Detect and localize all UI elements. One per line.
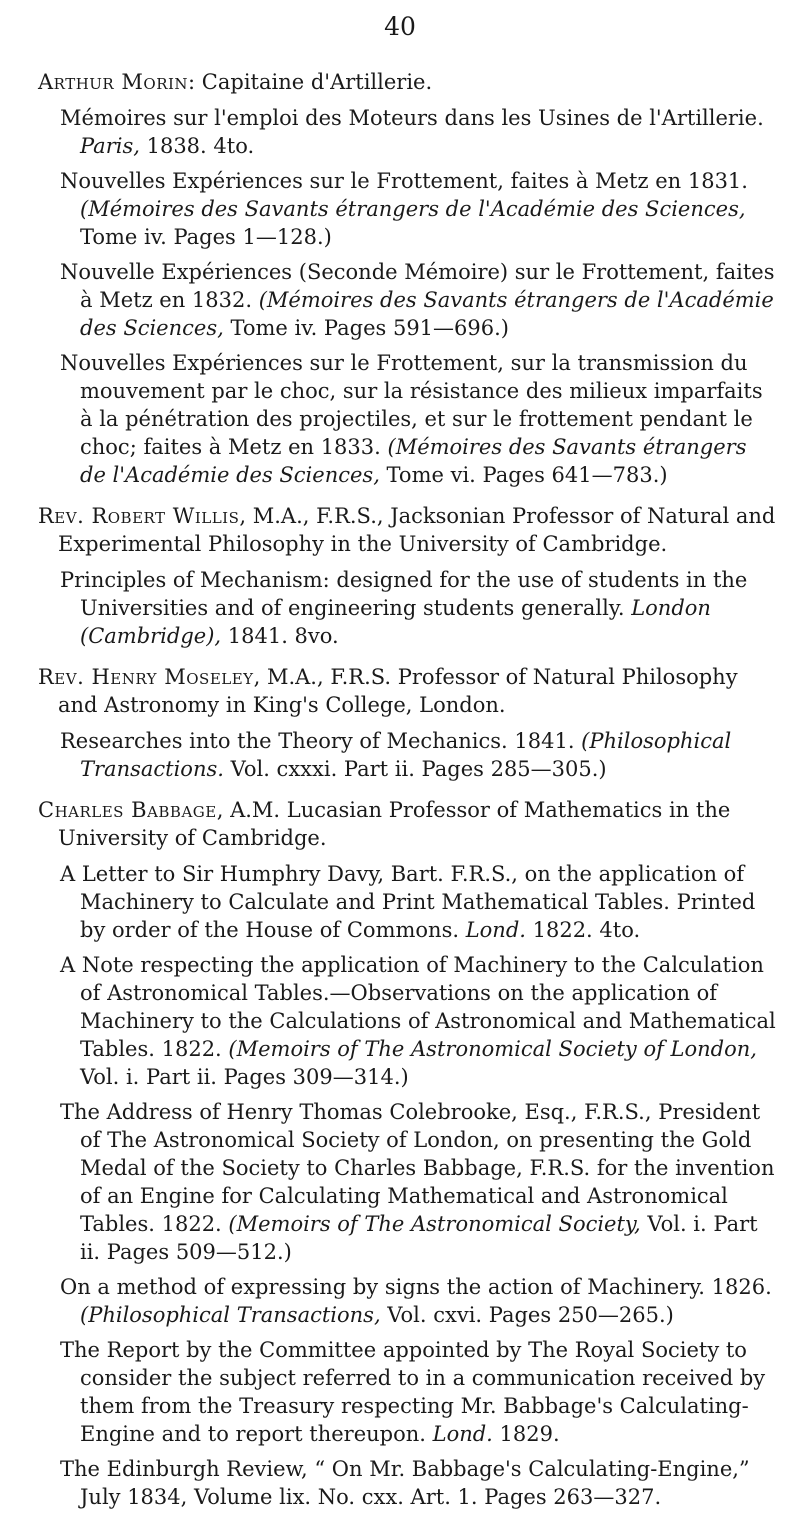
work-citation: Paris, [80, 134, 140, 158]
author-description: , M.A., F.R.S. Professor of Natural Philosophy and Astronomy in King's College, London. [58, 665, 738, 717]
work-text: The Edinburgh Review, “ On Mr. Babbage's Calculating-Engine,” July 1834, Volume lix. No. cxx. Art. 1. Pages 263—327. [60, 1457, 750, 1509]
work-text: A Letter to Sir Humphry Davy, Bart. F.R.S., on the application of Machinery to Calculate and Print Mathematical Tables. Printed by order of the House of Commons. [60, 862, 756, 942]
author-entry [38, 68, 776, 489]
author-entry [38, 502, 776, 650]
author-description: , M.A., F.R.S., Jacksonian Professor of Natural and Experimental Philosophy in the University of Cambridge. [58, 504, 776, 556]
work-citation: London (Cambridge), [80, 596, 711, 648]
work-entry [38, 951, 776, 1091]
author-heading [38, 663, 776, 719]
author-description: , A.M. Lucasian Professor of Mathematics in the University of Cambridge. [58, 798, 731, 850]
author-entry [38, 796, 776, 1511]
work-text: A Note respecting the application of Machinery to the Calculation of Astronomical Tables.—Observations on the application of Machinery to the Calculations of Astronomical and Mathematical Tables. 1822. [60, 953, 776, 1061]
work-entry [38, 349, 776, 489]
author-name: Arthur Morin [38, 70, 189, 94]
author-heading [38, 796, 776, 852]
work-details: Tome iv. Pages 1—128.) [80, 225, 332, 249]
work-text: Principles of Mechanism: designed for the use of students in the Universities and of engineering students generally. [60, 568, 748, 620]
work-entry [38, 1273, 776, 1329]
work-entry [38, 1098, 776, 1266]
author-description: : Capitaine d'Artillerie. [188, 70, 433, 94]
author-heading [38, 502, 776, 558]
work-entry [38, 167, 776, 251]
work-text: On a method of expressing by signs the action of Machinery. 1826. [60, 1275, 772, 1299]
work-text: Mémoires sur l'emploi des Moteurs dans les Usines de l'Artillerie. [60, 106, 764, 130]
work-text: The Report by the Committee appointed by The Royal Society to consider the subject referred to in a communication received by them from the Treasury respecting Mr. Babbage's Calculating-Engine and to report thereupon. [60, 1338, 766, 1446]
author-entry [38, 663, 776, 783]
work-text: Researches into the Theory of Mechanics. 1841. [60, 729, 582, 753]
work-citation: (Mémoires des Savants étrangers de l'Académie des Sciences, [80, 197, 746, 221]
work-details: Vol. i. Part ii. Pages 309—314.) [80, 1065, 409, 1089]
work-details: 1829. [492, 1422, 560, 1446]
work-citation: (Mémoires des Savants étrangers de l'Académie des Sciences, [80, 288, 774, 340]
work-citation: (Philosophical Transactions. [80, 729, 732, 781]
bibliography-content [38, 68, 776, 1524]
work-details: 1838. 4to. [139, 134, 255, 158]
work-entry [38, 727, 776, 783]
work-details: 1841. 8vo. [221, 624, 339, 648]
work-text: Nouvelles Expériences sur le Frottement, sur la transmission du mouvement par le choc, sur la résistance des milieux imparfaits à la pénétration des projectiles, et sur le frottement pendant le choc; faites à Metz en 1833. [60, 351, 763, 459]
page-number: 40 [384, 12, 416, 41]
work-citation: (Mémoires des Savants étrangers de l'Académie des Sciences, [80, 435, 747, 487]
work-details: Vol. cxxxi. Part ii. Pages 285—305.) [223, 757, 607, 781]
work-details: Tome vi. Pages 641—783.) [379, 463, 668, 487]
work-details: Vol. cxvi. Pages 250—265.) [380, 1303, 674, 1327]
work-text: The Address of Henry Thomas Colebrooke, Esq., F.R.S., President of The Astronomical Society of London, on presenting the Gold Medal of the Society to Charles Babbage, F.R.S. for the invention of an Engine for Calculating Mathematical and Astronomical Tables. 1822. [60, 1100, 775, 1236]
work-citation: (Philosophical Transactions, [80, 1303, 381, 1327]
author-heading [38, 68, 776, 96]
work-entry [38, 860, 776, 944]
work-citation: Lond. [432, 1422, 493, 1446]
work-entry [38, 258, 776, 342]
work-entry [38, 1336, 776, 1448]
author-name: Rev. Robert Willis [38, 504, 240, 528]
work-text: Nouvelles Expériences sur le Frottement, faites à Metz en 1831. [60, 169, 748, 193]
author-name: Charles Babbage [38, 798, 217, 822]
work-entry [38, 566, 776, 650]
work-citation: (Memoirs of The Astronomical Society, [228, 1212, 641, 1236]
work-text: Nouvelle Expériences (Seconde Mémoire) sur le Frottement, faites à Metz en 1832. [60, 260, 775, 312]
work-entry [38, 1455, 776, 1511]
work-citation: (Memoirs of The Astronomical Society of London, [228, 1037, 757, 1061]
work-entry [38, 104, 776, 160]
work-citation: Lond. [465, 918, 526, 942]
work-details: 1822. 4to. [525, 918, 641, 942]
work-details: Vol. i. Part ii. Pages 509—512.) [80, 1212, 758, 1264]
work-details: Tome iv. Pages 591—696.) [223, 316, 509, 340]
author-name: Rev. Henry Moseley [38, 665, 254, 689]
